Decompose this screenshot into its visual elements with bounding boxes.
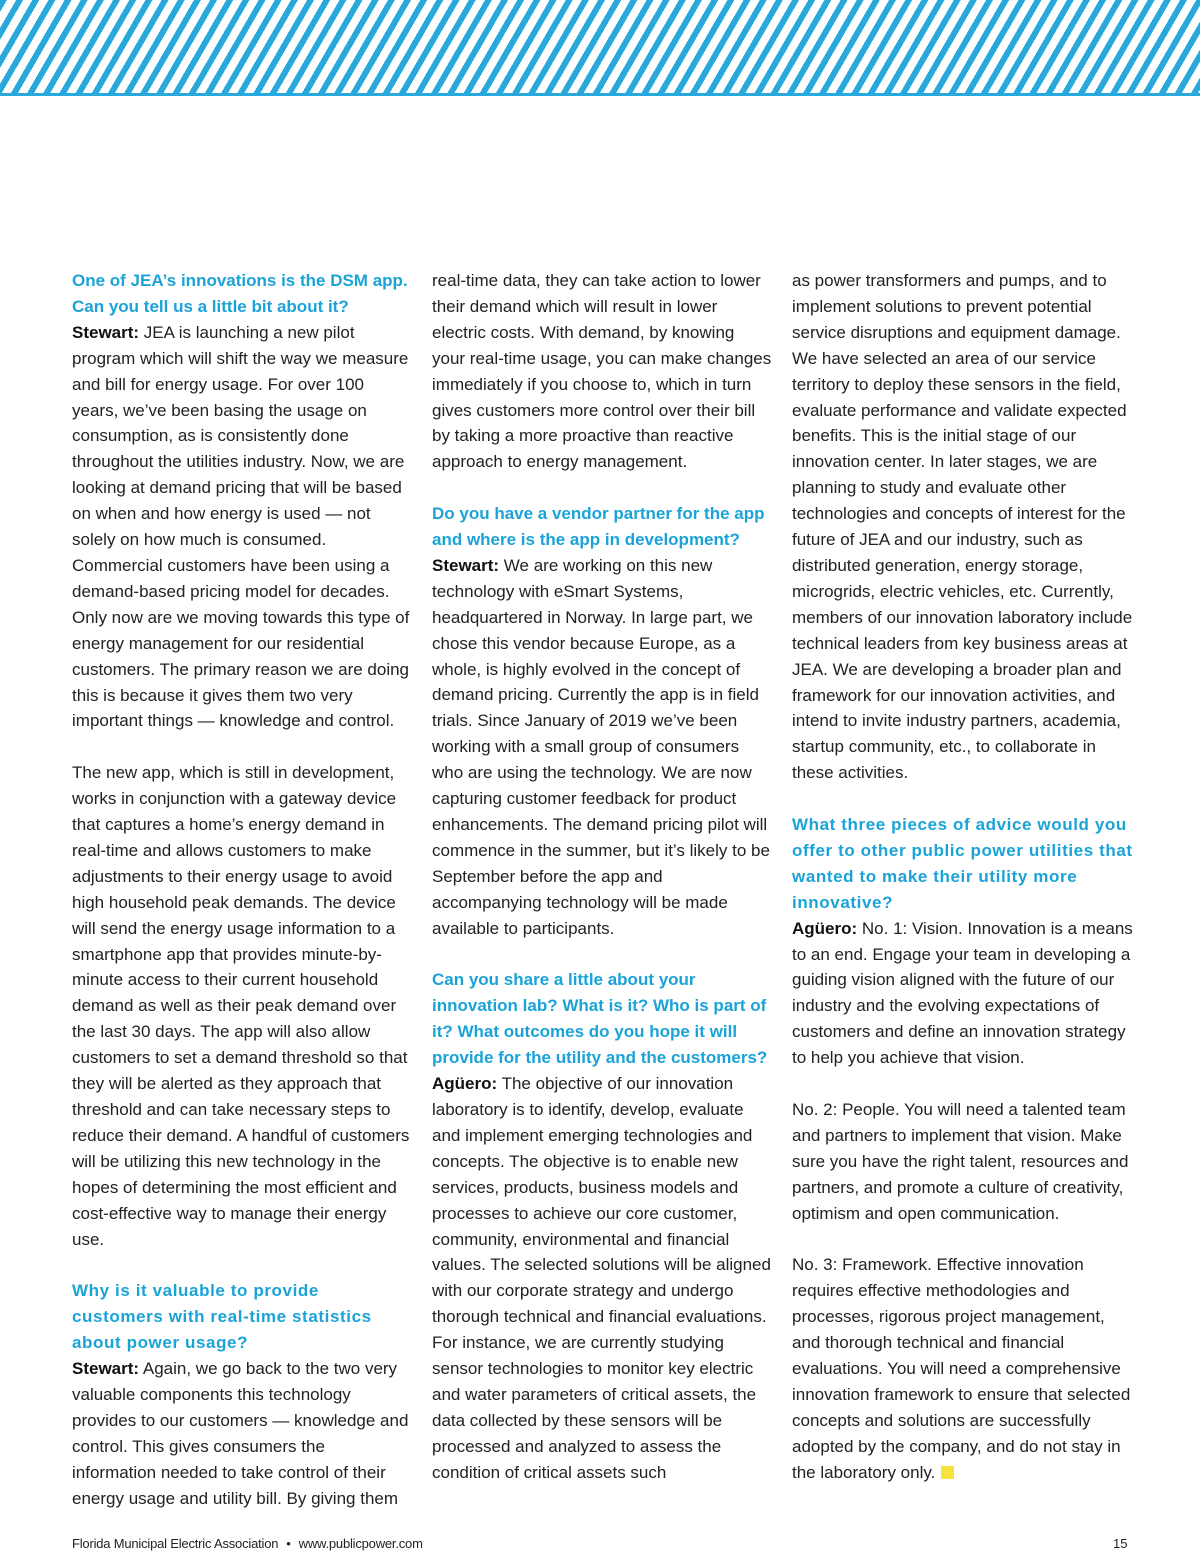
footer-publication-name: Florida Municipal Electric Association: [72, 1536, 279, 1551]
answer-text: Again, we go back to the two very valuable components this technology provides to our customers — knowledge and control. This gives consumers the information needed to take control of their energy usage and utility bill. By giving them: [72, 1359, 409, 1508]
answer-text: No. 1: Vision. Innovation is a means to an end. Engage your team in developing a guiding vision aligned with the future of our industry and the evolving expectations of customers and define an innovation strategy to help you achieve that vision.: [792, 918, 1133, 1068]
qa-block-dsm-app: [72, 268, 412, 734]
question-heading: What three pieces of advice would you offer to other public power utilities that wanted to make their utility more innovative?: [792, 815, 1133, 912]
speaker-label: Agüero:: [792, 918, 858, 938]
qa-block-real-time-stats: [72, 1278, 412, 1511]
speaker-label: Stewart:: [72, 1359, 140, 1379]
header-stripe-rule: [0, 93, 1200, 96]
speaker-label: Stewart:: [72, 322, 140, 342]
paragraph: No. 2: People. You will need a talented team and partners to implement that vision. Make sure you have the right talent, resources and partners, and promote a culture of creativity, optimism and open communication.: [792, 1099, 1129, 1223]
question-heading: Why is it valuable to provide customers with real-time statistics about power usage?: [72, 1281, 372, 1353]
answer-text: The objective of our innovation laboratory is to identify, develop, evaluate and implement emerging technologies and concepts. The objective is to enable new services, products, business models and processes to achieve our core customer, community, environmental and financial values. The selected solutions will be aligned with our corporate strategy and undergo thorough technical and financial evaluations. For instance, we are currently studying sensor technologies to monitor key electric and water parameters of critical assets, the data collected by these sensors will be processed and analyzed to assess the condition of critical assets such: [432, 1074, 771, 1482]
speaker-label: Stewart:: [432, 555, 500, 575]
page-number: 15: [1113, 1536, 1128, 1551]
answer-text: JEA is launching a new pilot program which will shift the way we measure and bill for energy usage. For over 100 years, we’ve been basing the usage on consumption, as is consistently done throughout the utilities industry. Now, we are looking at demand pricing that will be based on when and how energy is used — not solely on how much is consumed. Commercial customers have been using a demand-based pricing model for decades. Only now are we moving towards this type of energy management for our residential customers. The primary reason we are doing this is because it gives them two very important things — knowledge and control.: [72, 322, 410, 731]
question-heading: Do you have a vendor partner for the app and where is the app in development?: [432, 504, 765, 550]
qa-block-three-pieces-advice: [792, 812, 1137, 1071]
page-footer: [72, 1536, 423, 1551]
qa-block-innovation-lab: [432, 967, 772, 1485]
paragraph: real-time data, they can take action to lower their demand which will result in lower electric costs. With demand, by knowing your real-time usage, you can make changes immediately if you choose to, which in turn gives customers more control over their bill by taking a more proactive than reactive approach to energy management.: [432, 271, 772, 472]
footer-separator-bullet: •: [286, 1536, 291, 1551]
speaker-label: Agüero:: [432, 1074, 498, 1094]
answer-text: We are working on this new technology with eSmart Systems, headquartered in Norway. In large part, we chose this vendor because Europe, as a whole, is highly evolved in the concept of demand pricing. Currently the app is in field trials. Since January of 2019 we’ve been working with a small group of consumers who are using the technology. We are now capturing customer feedback for product enhancements. The demand pricing pilot will commence in the summer, but it’s likely to be September before the app and accompanying technology will be made available to participants.: [432, 555, 770, 938]
paragraph-final: [792, 1252, 1137, 1485]
paragraph: The new app, which is still in development, works in conjunction with a gateway device that captures a home’s energy demand in real-time and allows customers to make adjustments to their energy usage to avoid high household peak demands. The device will send the energy usage information to a smartphone app that provides minute-by-minute access to their current household demand as well as their peak demand over the last 30 days. The app will also allow customers to set a demand threshold so that they will be alerted as they approach that threshold and can take necessary steps to reduce their demand. A handful of customers will be utilizing this new technology in the hopes of determining the most efficient and cost-effective way to manage their energy use.: [72, 763, 410, 1249]
paragraph: as power transformers and pumps, and to implement solutions to prevent potential service disruptions and equipment damage. We have selected an area of our service territory to deploy these sensors in the field, evaluate performance and validate expected benefits. This is the initial stage of our innovation center. In later stages, we are planning to study and evaluate other technologies and concepts of interest for the future of JEA and our industry, such as distributed generation, energy storage, microgrids, electric vehicles, etc. Currently, members of our innovation laboratory include technical leaders from key business areas at JEA. We are developing a broader plan and framework for our innovation activities, and intend to invite industry partners, academia, startup community, etc., to collaborate in these activities.: [792, 271, 1133, 783]
question-heading: Can you share a little about your innovation lab? What is it? Who is part of it? What outcomes do you hope it will provide for the utility and the customers?: [432, 970, 768, 1068]
article-column-3: [792, 268, 1137, 1486]
header-stripe-band: [0, 0, 1200, 96]
paragraph-text: No. 3: Framework. Effective innovation requires effective methodologies and processes, rigorous project management, and thorough technical and financial evaluations. You will need a comprehensive innovation framework to ensure that selected concepts and solutions are successfully adopted by the company, and do not stay in the laboratory only.: [792, 1255, 1131, 1482]
qa-block-vendor-partner: [432, 501, 772, 941]
footer-website-url: www.publicpower.com: [298, 1536, 423, 1551]
end-of-article-square-icon: [941, 1466, 954, 1479]
question-heading: One of JEA’s innovations is the DSM app. Can you tell us a little bit about it?: [72, 271, 408, 316]
article-column-1: [72, 268, 412, 1511]
article-column-2: [432, 268, 772, 1486]
